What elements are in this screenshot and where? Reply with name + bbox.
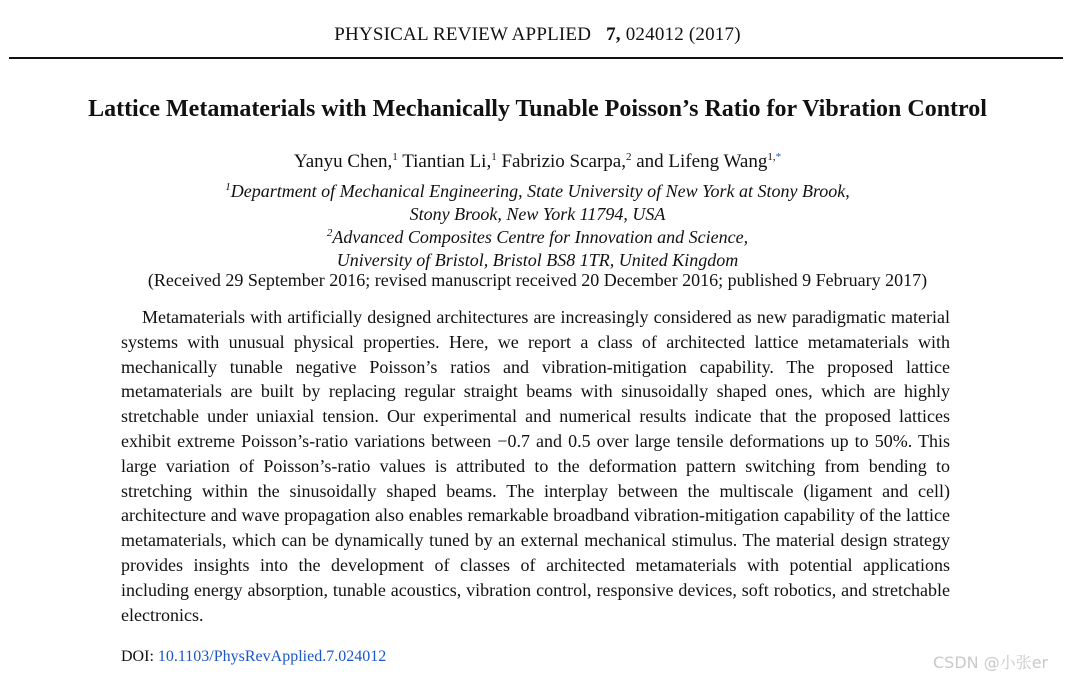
author-affiliation-mark: 2	[625, 151, 632, 163]
affiliation-text: Department of Mechanical Engineering, State University of New York at Stony Brook,	[230, 181, 850, 201]
paper-title: Lattice Metamaterials with Mechanically Tunable Poisson’s Ratio for Vibration Control	[88, 96, 987, 122]
author-name: Fabrizio Scarpa,	[501, 151, 626, 172]
affiliation-number: 2	[326, 227, 333, 239]
affiliation-number: 1	[225, 181, 231, 193]
journal-volume: 7,	[606, 24, 621, 45]
journal-name: PHYSICAL REVIEW APPLIED	[334, 24, 592, 45]
affiliation-1-continued: Stony Brook, New York 11794, USA	[409, 204, 666, 224]
author-name: Lifeng Wang	[668, 151, 768, 172]
doi-link[interactable]: 10.1103/PhysRevApplied.7.024012	[157, 648, 387, 665]
author-affiliation-mark: 1,	[767, 151, 776, 163]
author-conjunction: and	[636, 151, 664, 172]
author-affiliation-mark: 1	[491, 151, 497, 163]
corresponding-author-link[interactable]: *	[775, 151, 782, 163]
author-name: Tiantian Li,	[402, 151, 492, 172]
affiliation-2	[0, 227, 1075, 248]
abstract: Metamaterials with artificially designed architectures are increasingly considered as new paradigmatic material systems with unusual physical properties. Here, we report a class of architected lattice metamaterials with mechanically tunable negative Poisson’s ratios and vibration-mitigation capability. The proposed lattice metamaterials are built by replacing regular straight beams with sinusoidally shaped ones, which are highly stretchable under uniaxial tension. Our experimental and numerical results indicate that the proposed lattices exhibit extreme Poisson’s-ratio variations between −0.7 and 0.5 over large tensile deformations up to 50%. This large variation of Poisson’s-ratio values is attributed to the deformation pattern switching from bending to stretching within the sinusoidally shaped beams. The interplay between the multiscale (ligament and cell) architecture and wave propagation also enables remarkable broadband vibration-mitigation capability of the lattice metamaterials, which can be dynamically tuned by an external mechanical stimulus. The material design strategy provides insights into the development of classes of architected metamaterials with potential applications including energy absorption, tunable acoustics, vibration control, responsive devices, soft robotics, and stretchable electronics.	[121, 307, 950, 625]
doi-line	[121, 648, 386, 666]
affiliation-1	[0, 181, 1075, 202]
author-affiliation-mark: 1	[392, 151, 398, 163]
journal-header	[0, 24, 1075, 46]
affiliation-text: Advanced Composites Centre for Innovation and Science,	[332, 227, 749, 247]
received-dates: (Received 29 September 2016; revised manuscript received 20 December 2016; published 9 February 2017)	[147, 270, 928, 290]
affiliation-2-continued: University of Bristol, Bristol BS8 1TR, United Kingdom	[336, 250, 739, 270]
watermark: CSDN @小张er	[933, 653, 1049, 672]
header-divider	[9, 57, 1063, 59]
doi-label: DOI:	[121, 648, 154, 665]
author-list	[0, 151, 1075, 173]
journal-citation: 024012 (2017)	[625, 24, 741, 45]
author-name: Yanyu Chen,	[293, 151, 393, 172]
